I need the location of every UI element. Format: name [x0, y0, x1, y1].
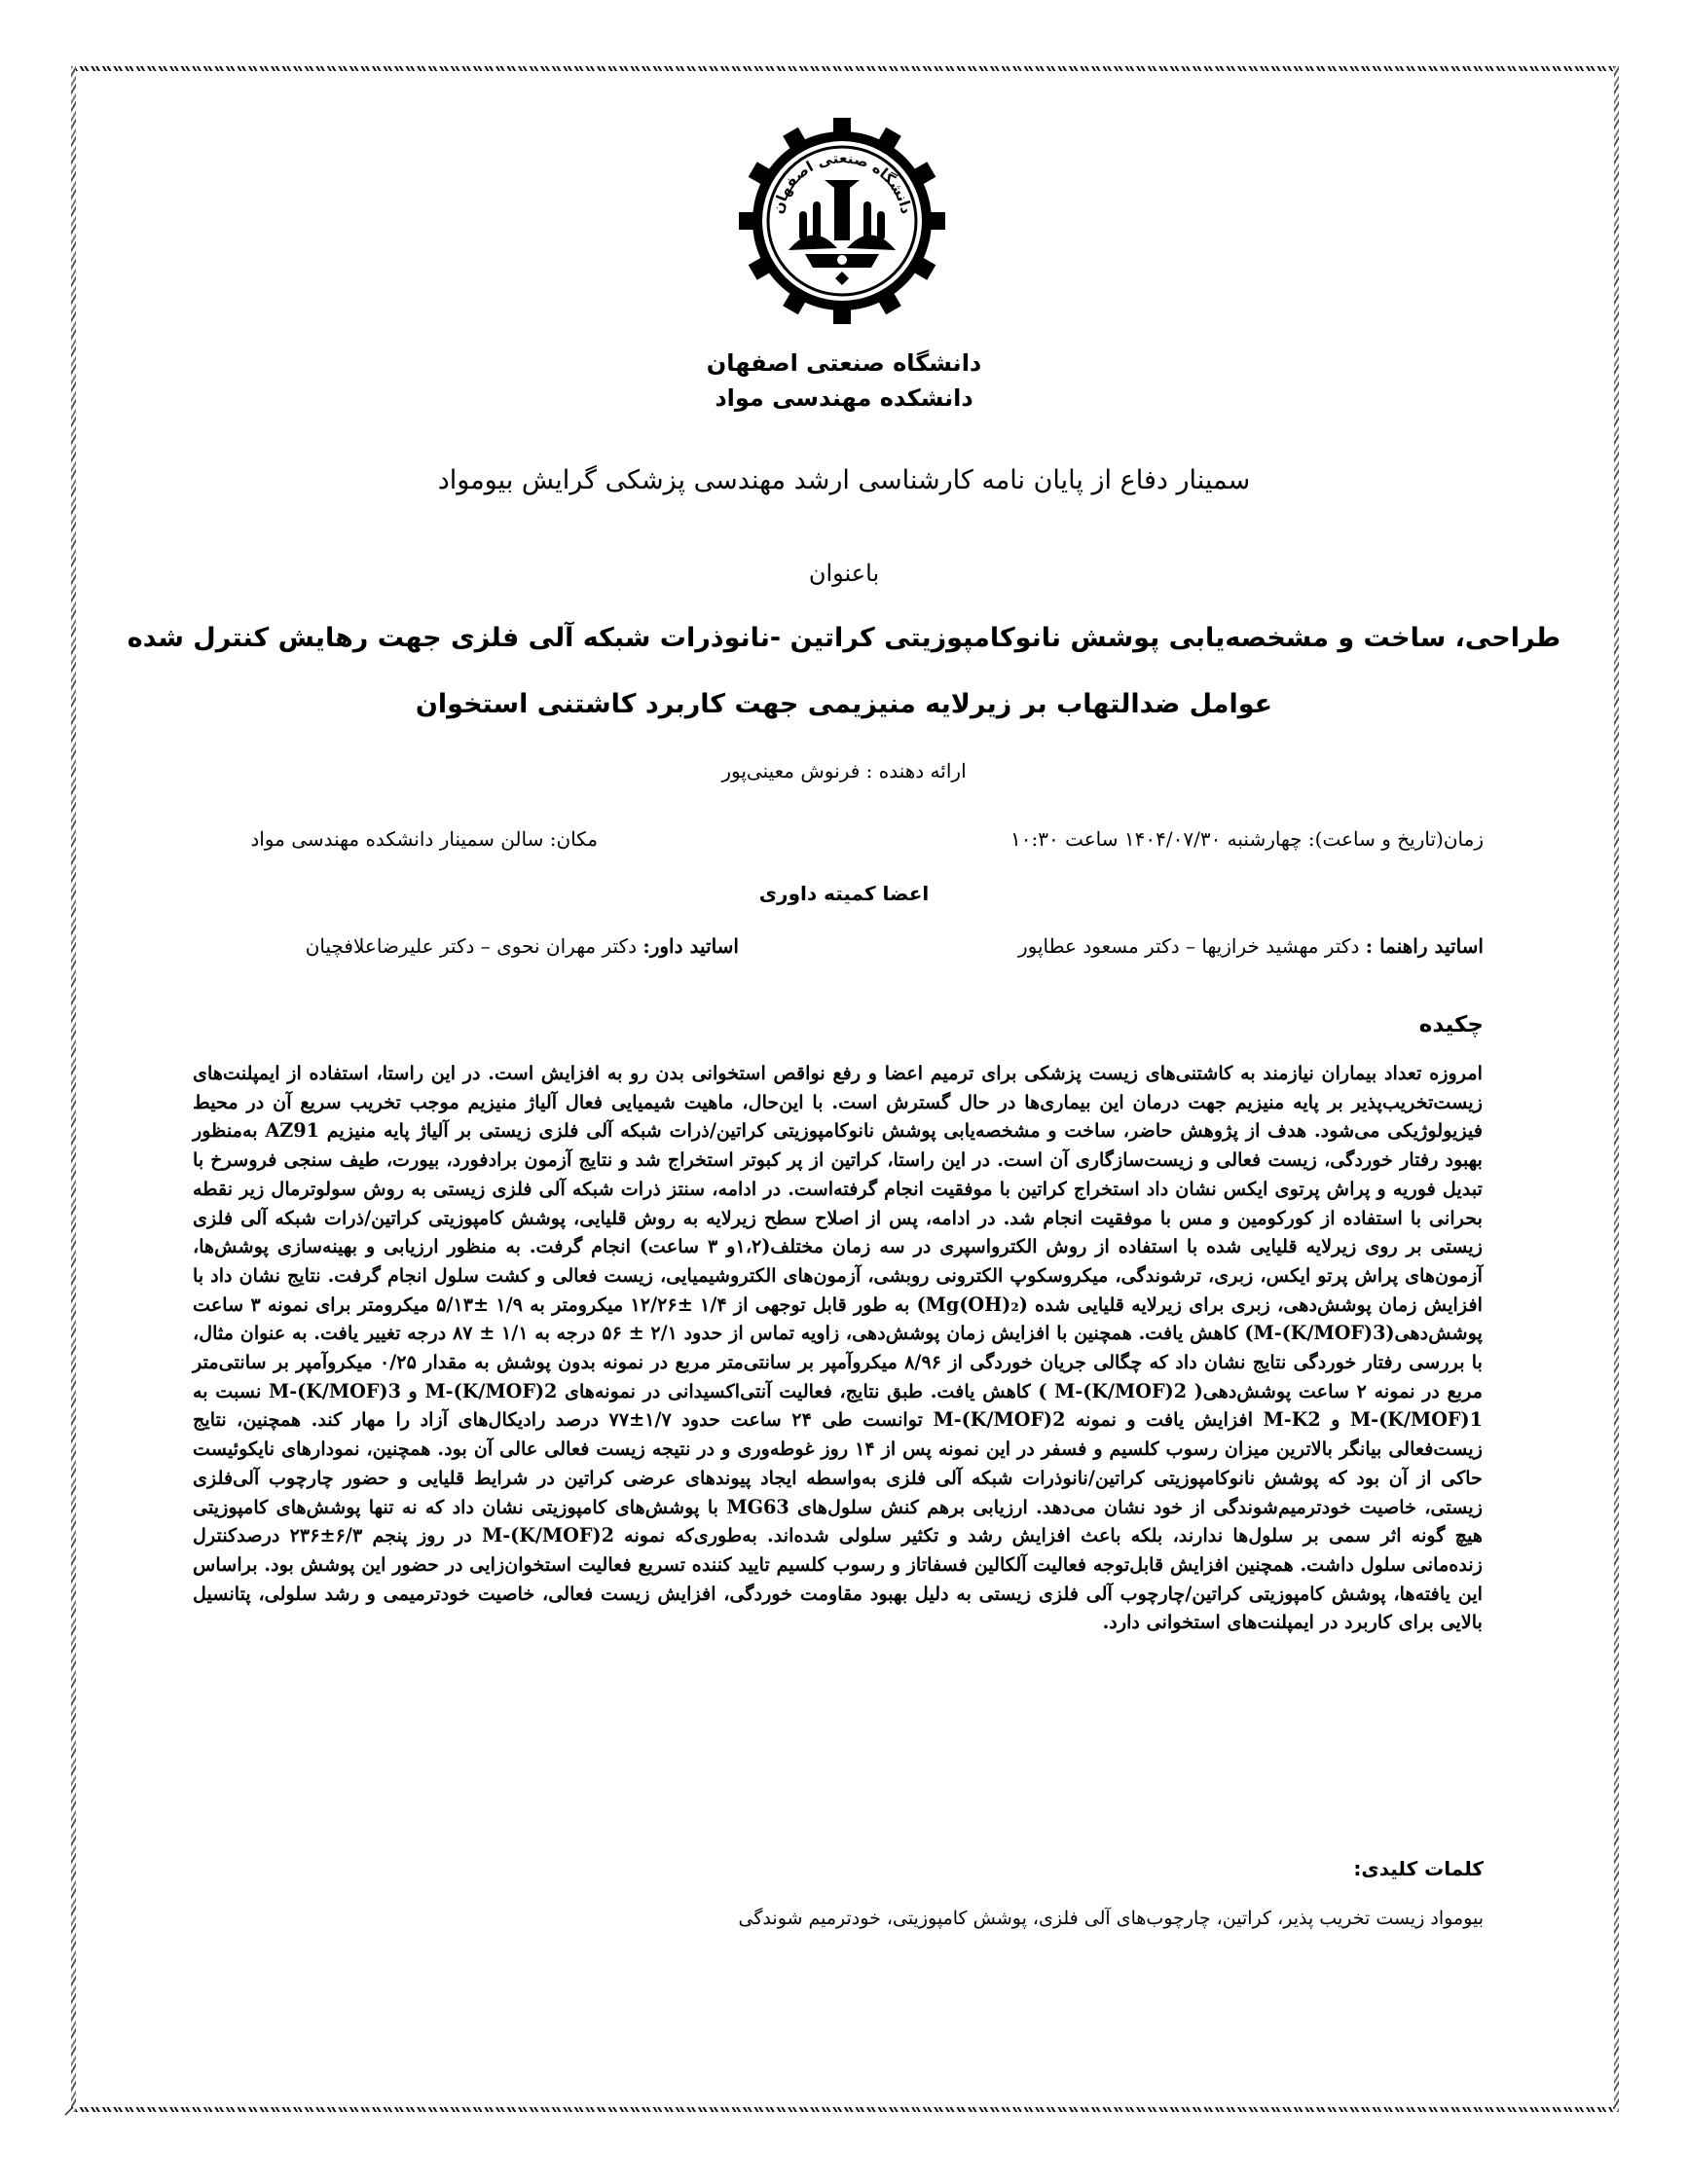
abstract-body: امروزه تعداد بیماران نیازمند به کاشتنی‌های زیست پزشکی برای ترمیم اعضا و رفع نواقص استخوانی بدن رو به افزایش است. در این راستا، استفاده از ایمپلنت‌های زیست‌تخریب‌پذیر بر پایه منیزیم جهت درمان این بیماری‌ها در حال گسترش است. با این‌حال، ماهیت شیمیایی فعال آلیاژ منیزیم موجب تخریب سریع آن در محیط فیزیولوژیکی می‌شود. هدف از پژوهش حاضر، ساخت و مشخصه‌یابی پوشش نانوکامپوزیتی کراتین/ذرات شبکه آلی فلزی زیستی بر آلیاژ پایه منیزیم AZ91 به‌منظور بهبود رفتار خوردگی، زیست فعالی و زیست‌سازگاری آن است. در این راستا، کراتین از پر کبوتر استخراج شد و نتایج آزمون برادفورد، بیورت، طیف سنجی فروسرخ با تبدیل فوریه و پراش پرتوی ایکس نشان داد استخراج کراتین با موفقیت انجام گرفته‌است. در ادامه، سنتز ذرات شبکه آلی فلزی زیستی به روش سولوترمال زیر نقطه بحرانی با استفاده از کورکومین و مس با موفقیت انجام شد. در ادامه، پس از اصلاح سطح زیرلایه به روش قلیایی، پوشش کامپوزیتی کراتین/ذرات شبکه آلی فلزی زیستی بر روی زیرلایه قلیایی شده با استفاده از روش الکترواسپری در سه زمان مختلف(۱،۲و ۳ ساعت) انجام گرفت. به منظور ارزیابی و بهینه‌سازی پوشش‌ها، آزمون‌های پراش پرتو ایکس، زبری، ترشوندگی، میکروسکوپ الکترونی روبشی، آزمون‌های الکتروشیمیایی، زیست فعالی و کشت سلول انجام گرفت. نتایج نشان داد با افزایش زمان پوشش‌دهی، زبری برای زیرلایه قلیایی شده (Mg(OH)₂) به طور قابل توجهی از ۱/۴ ±۱۲/۲۶ میکرومتر به ۱/۹ ±۵/۱۳ میکرومتر برای نمونه ۳ ساعت پوشش‌دهی(M-(K/MOF)3) کاهش یافت. همچنین با افزایش زمان پوشش‌دهی، زاویه تماس از حدود ۲/۱ ± ۵۶ درجه به ۱/۱ ± ۸۷ درجه تغییر یافت. به عنوان مثال، با بررسی رفتار خوردگی نتایج نشان داد که چگالی جریان خوردگی از ۸/۹۶ میکروآمپر بر سانتی‌متر مربع در نمونه بدون پوشش به مقدار ۰/۲۵ میکروآمپر بر سانتی‌متر مربع در نمونه ۲ ساعت پوشش‌دهی( M-(K/MOF)2 ) کاهش یافت. طبق نتایج، فعالیت آنتی‌اکسیدانی در نمونه‌های M-(K/MOF)2 و M-(K/MOF)3 نسبت به M-(K/MOF)1 و M-K2 افزایش یافت و نمونه M-(K/MOF)2 توانست طی ۲۴ ساعت حدود ۱/۷±۷۷ درصد رادیکال‌های آزاد را مهار کند. همچنین، نتایج زیست‌فعالی بیانگر بالاترین میزان رسوب کلسیم و فسفر در این نمونه پس از ۱۴ روز غوطه‌وری و در نتیجه زیست فعالی عالی آن بود. همچنین، نمودارهای نایکوئیست حاکی از آن بود که پوشش نانوکامپوزیتی کراتین/نانوذرات شبکه آلی فلزی به‌واسطه ایجاد پیوندهای عرضی کراتین در شرایط قلیایی و حضور چارچوب آلی‌فلزی زیستی، خاصیت خودترمیم‌شوندگی از خود نشان می‌دهد. ارزیابی برهم کنش سلول‌های MG63 با پوشش‌های کامپوزیتی نشان داد که نه تنها پوشش‌های کامپوزیتی هیچ گونه اثر سمی بر سلول‌ها ندارند، بلکه باعث افزایش رشد و تکثیر سلولی شده‌اند. به‌طوری‌که نمونه M-(K/MOF)2 در روز پنجم ۶/۳±۲۳۶ درصدکنترل زنده‌مانی سلول داشت. همچنین افزایش قابل‌توجه فعالیت آلکالین فسفاتاز و رسوب کلسیم تایید کننده تسریع فعالیت استخوان‌زایی در حضور این پوشش بود. براساس این یافته‌ها، پوشش کامپوزیتی کراتین/چارچوب آلی فلزی زیستی به دلیل بهبود مقاومت خوردگی، افزایش زیست فعالی، خاصیت خودترمیمی و رشد سلولی، پتانسیل بالایی برای کاربرد در ایمپلنت‌های استخوانی دارد.: [193, 1062, 1484, 1634]
seminar-line: سمینار دفاع از پایان نامه کارشناسی ارشد مهندسی پزشکی گرایش بیومواد: [437, 465, 1251, 495]
keywords-heading: کلمات کلیدی:: [1353, 1857, 1484, 1880]
schedule-place: مکان: سالن سمینار دانشکده مهندسی مواد: [250, 827, 598, 851]
border-top: [71, 66, 1619, 71]
judges: [306, 934, 739, 958]
judges-names: دکتر مهران نحوی – دکتر علیرضاعلافچیان: [305, 934, 637, 958]
committee-heading: اعضا کمیته داوری: [758, 882, 930, 905]
abstract-heading: چکیده: [1418, 1012, 1484, 1037]
university-logo: [735, 114, 949, 328]
keywords-list: بیومواد زیست تخریب پذیر، کراتین، چارچوب‌های آلی فلزی، پوشش کامپوزیتی، خودترمیم شوندگی: [738, 1908, 1484, 1929]
advisors: [1018, 934, 1484, 958]
university-name: دانشگاه صنعتی اصفهان: [706, 349, 982, 377]
thesis-title: [0, 605, 1688, 738]
presenter: ارائه دهنده : فرنوش معینی‌پور: [721, 759, 967, 783]
schedule-datetime: زمان(تاریخ و ساعت): چهارشنبه ۱۴۰۴/۰۷/۳۰ ساعت ۱۰:۳۰: [1010, 827, 1484, 851]
advisors-names: دکتر مهشید خرازیها – دکتر مسعود عطاپور: [1017, 934, 1360, 958]
faculty-name: دانشکده مهندسی مواد: [715, 384, 973, 412]
logo-gear-emblem: [735, 114, 949, 328]
judges-label: اساتید داور:: [642, 934, 739, 958]
border-bottom: [71, 2107, 1619, 2112]
university-heading: [0, 346, 1688, 416]
corner-mark: [64, 2106, 74, 2116]
title-intro: باعنوان: [808, 560, 880, 587]
thesis-title-line-2: عوامل ضدالتهاب بر زیرلایه منیزیمی جهت کاربرد کاشتنی استخوان: [415, 689, 1273, 719]
logo-arc-text: دانشگاه صنعتی اصفهان: [768, 149, 916, 216]
advisors-label: اساتید راهنما :: [1365, 934, 1484, 958]
thesis-title-line-1: طراحی، ساخت و مشخصه‌یابی پوشش نانوکامپوزیتی کراتین -نانوذرات شبکه آلی فلزی جهت رهایش کنترل شده: [127, 623, 1561, 653]
